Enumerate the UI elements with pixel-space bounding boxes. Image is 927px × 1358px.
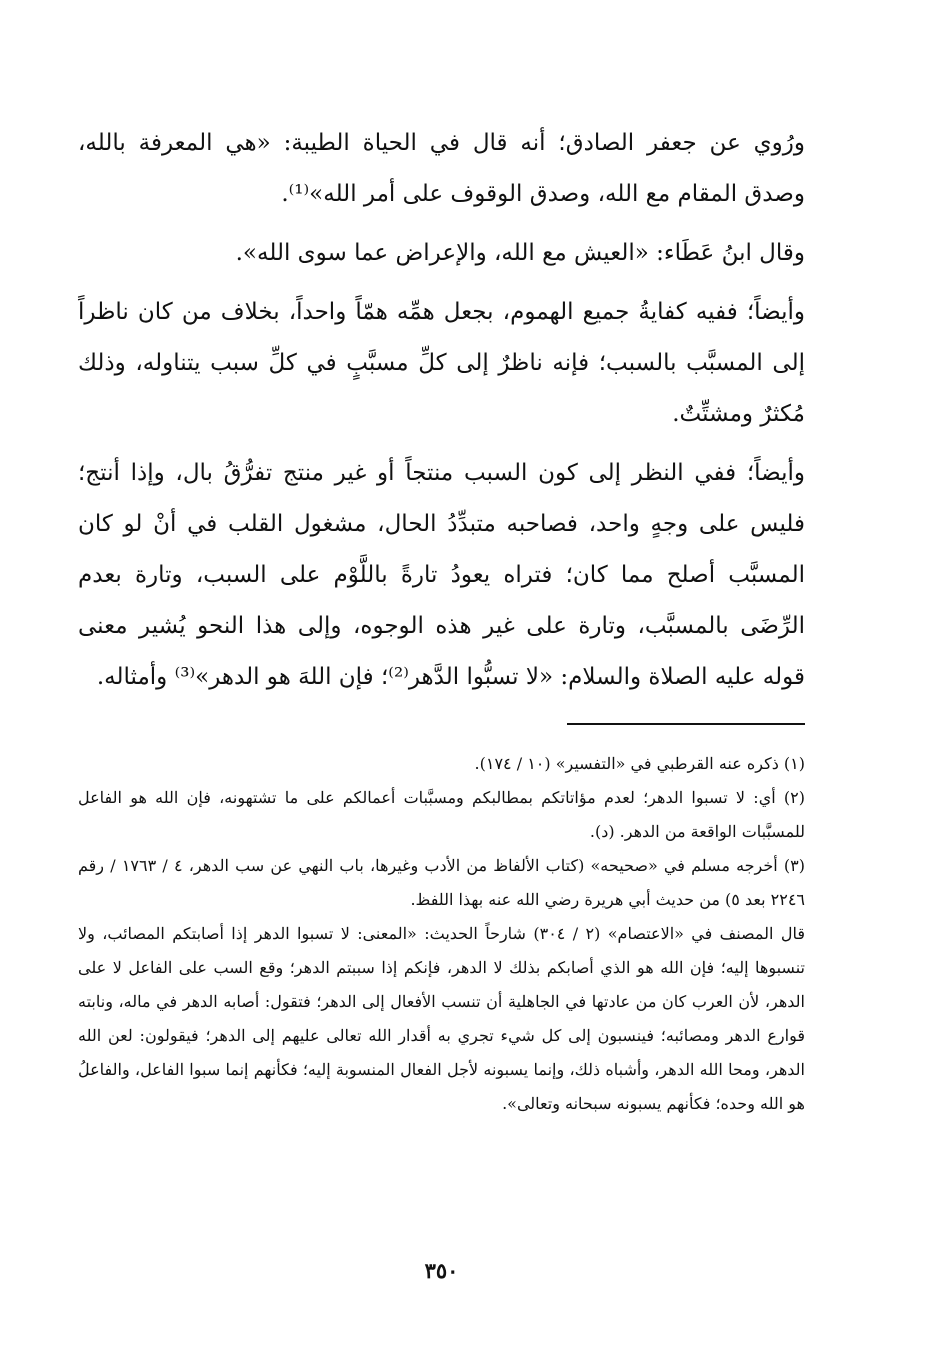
footnote-1: (١) ذكره عنه القرطبي في «التفسير» (١٠ / ١٧٤). xyxy=(474,754,805,773)
footnote-2: (٢) أي: لا تسبوا الدهر؛ لعدم مؤاتاتكم بمطالبكم ومسبَّبات أعمالكم على ما تشتهونه، فإن الله هو الفاعل للمسبَّبات الواقعة من الدهر. (د). xyxy=(78,788,805,841)
book-page xyxy=(78,118,805,1358)
footnotes xyxy=(78,747,805,1121)
paragraph-dispersion: وأيضاً؛ ففي النظر إلى كون السبب منتجاً أو غير منتج تفرُّقُ بال، وإذا أنتج؛ فليس على وجهٍ واحد، فصاحبه متبدِّدُ الحال، مشغول القلب في أنْ لو كان المسبَّب أصلح مما كان؛ فتراه يعودُ تارةً باللَّوْم على السبب، وتارة بعدم الرِّضَى بالمسبَّب، وتارة على غير هذه الوجوه، وإلى هذا النحو يُشير معنى قوله عليه الصلاة والسلام: «لا تسبُّوا الدَّهر⁽²⁾؛ فإن اللهَ هو الدهر»⁽³⁾ وأمثاله. xyxy=(78,460,805,690)
paragraph-ibn-ata-quote: وقال ابنُ عَطَاء: «العيش مع الله، والإعراض عما سوى الله». xyxy=(235,240,805,266)
paragraph-sufficiency: وأيضاً؛ ففيه كفايةُ جميع الهموم، بجعل همِّه همّاً واحداً، بخلاف من كان ناظراً إلى المسبَّب بالسبب؛ فإنه ناظرٌ إلى كلِّ مسبَّبٍ في كلِّ سبب يتناوله، وذلك مُكثرٌ ومشتِّتٌ. xyxy=(78,299,805,427)
main-text xyxy=(78,118,805,703)
footnote-separator xyxy=(567,723,805,725)
paragraph-jafar-quote: ورُوي عن جعفر الصادق؛ أنه قال في الحياة الطيبة: «هي المعرفة بالله، وصدق المقام مع الله، وصدق الوقوف على أمر الله»⁽¹⁾. xyxy=(78,130,805,207)
footnote-3-commentary: قال المصنف في «الاعتصام» (٢ / ٣٠٤) شارحاً الحديث: «المعنى: لا تسبوا الدهر إذا أصابتكم المصائب، ولا تنسبوها إليه؛ فإن الله هو الذي أصابكم بذلك لا الدهر، فإنكم إذا سببتم الدهر؛ وقع السب على الفاعل لا على الدهر، لأن العرب كان من عادتها في الجاهلية أن تنسب الأفعال إلى الدهر؛ فتقول: أصابه الدهر في ماله، ونابته قوارع الدهر ومصائبه؛ فينسبون إلى كل شيء تجري به أقدار الله تعالى عليهم إلى الدهر؛ فيقولون: لعن الله الدهر، ومحا الله الدهر، وأشباه ذلك، وإنما يسبونه لأجل الفعال المنسوبة إليه؛ فكأنهم إنما سبوا الفاعل، والفاعلُ هو الله وحده؛ فكأنهم يسبونه سبحانه وتعالى». xyxy=(78,924,806,1113)
footnote-3: (٣) أخرجه مسلم في «صحيحه» (كتاب الألفاظ من الأدب وغيرها، باب النهي عن سب الدهر، ٤ / ١٧٦٣ / رقم ٢٢٤٦ بعد ٥) من حديث أبي هريرة رضي الله عنه بهذا اللفظ. xyxy=(78,856,805,909)
page-number: ٣٥٠ xyxy=(424,1258,459,1283)
